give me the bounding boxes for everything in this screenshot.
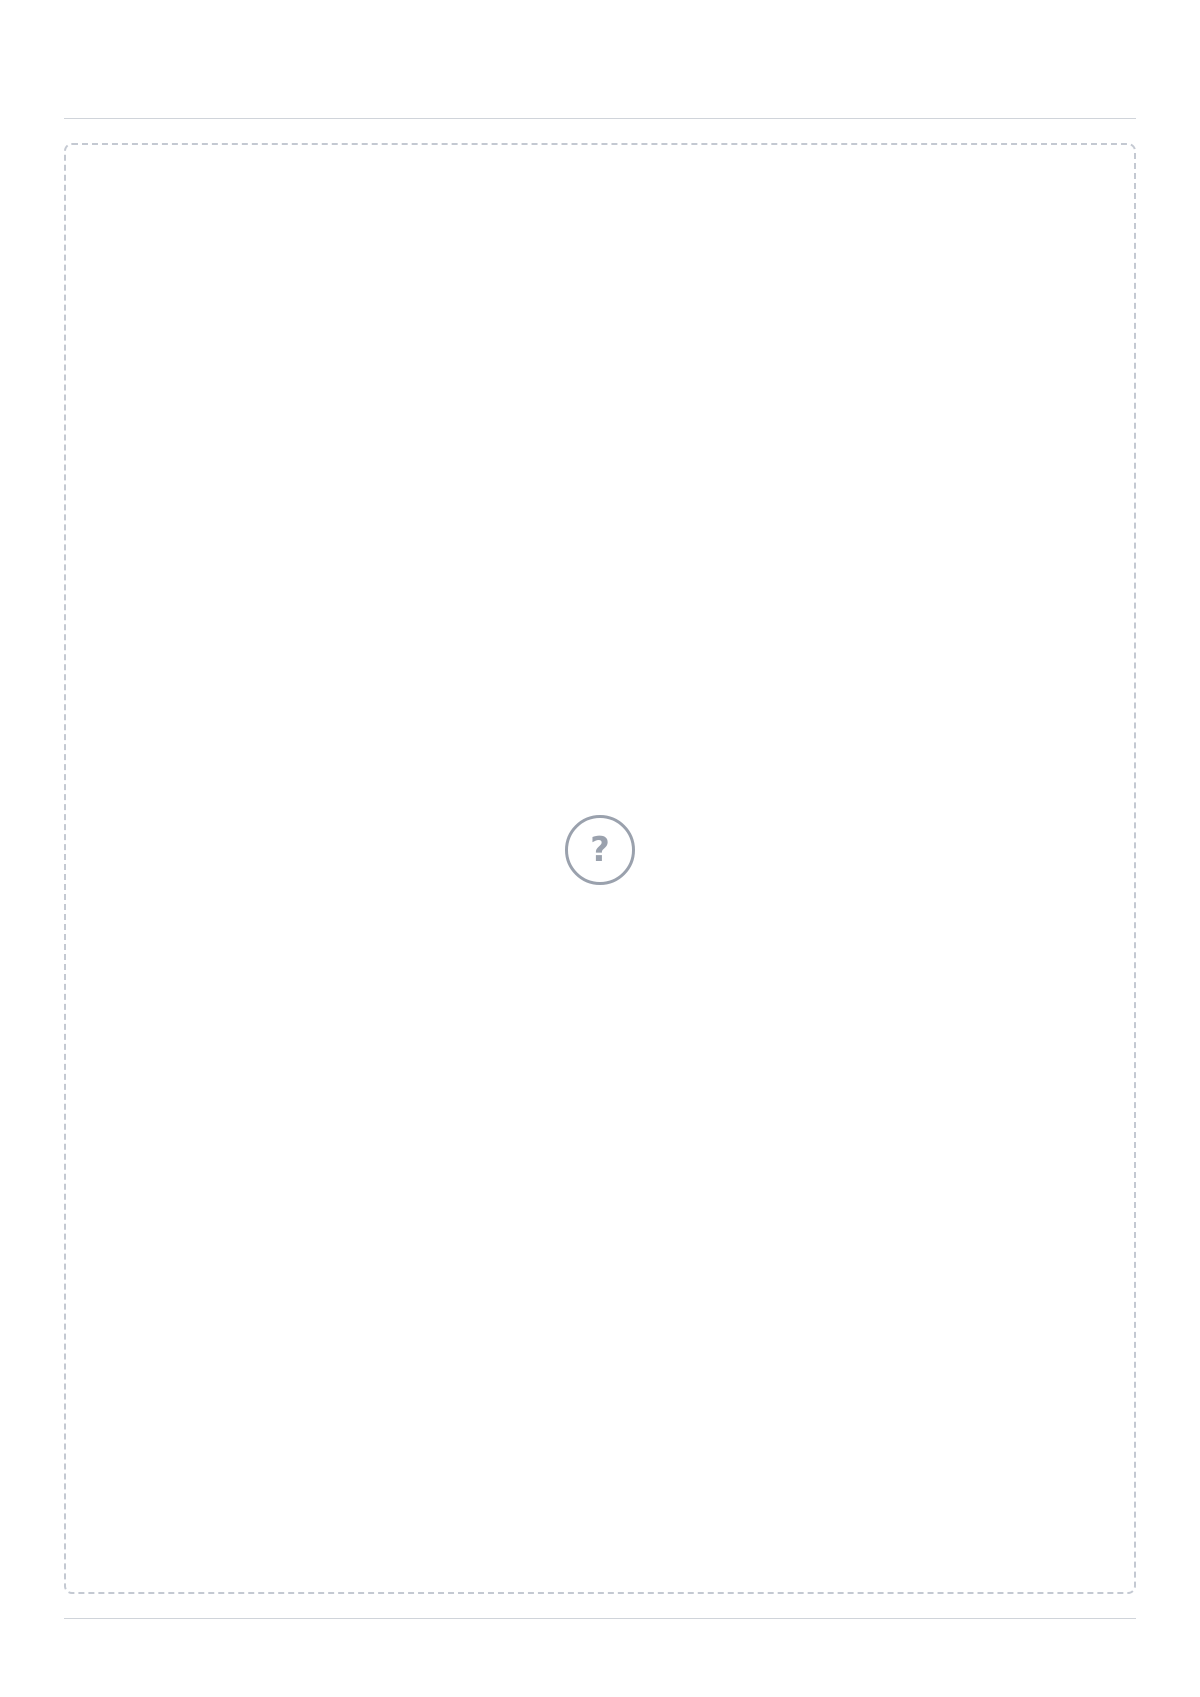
page-footer — [64, 1618, 1136, 1649]
page-header — [64, 48, 1136, 119]
main-content-placeholder — [64, 143, 1136, 1594]
image-missing-icon: ? — [565, 815, 635, 885]
